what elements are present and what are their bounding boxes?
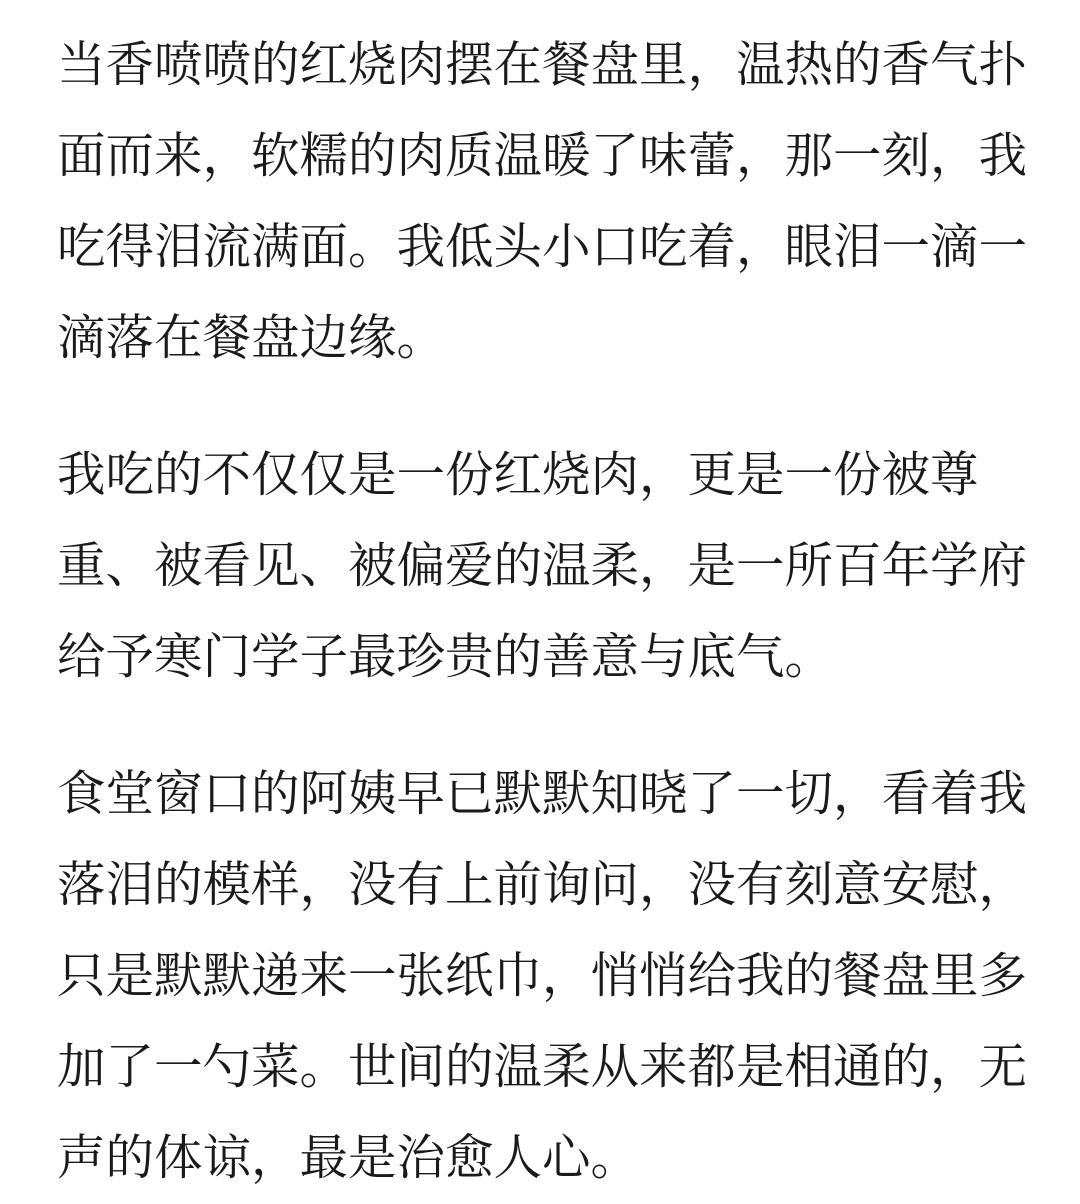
text-line: 重、被看见、被偏爱的温柔，是一所百年学府 — [57, 538, 1028, 594]
text-line: 滴落在餐盘边缘。 — [57, 310, 446, 366]
text-line: 给予寒门学子最珍贵的善意与底气。 — [57, 629, 834, 685]
text-line: 声的体谅，最是治愈人心。 — [57, 1130, 640, 1186]
paragraph-3 — [57, 749, 1032, 1204]
text-line: 吃得泪流满面。我低头小口吃着，眼泪一滴一 — [57, 219, 1028, 275]
text-line: 当香喷喷的红烧肉摆在餐盘里，温热的香气扑 — [57, 37, 1028, 93]
text-line: 只是默默递来一张纸巾，悄悄给我的餐盘里多 — [57, 948, 1028, 1004]
article-body — [57, 0, 1032, 1204]
text-line: 我吃的不仅仅是一份红烧肉，更是一份被尊 — [57, 447, 979, 503]
paragraph-2 — [57, 430, 1032, 703]
text-line: 食堂窗口的阿姨早已默默知晓了一切，看着我 — [57, 766, 1028, 822]
text-line: 加了一勺菜。世间的温柔从来都是相通的，无 — [57, 1039, 1028, 1095]
text-line: 面而来，软糯的肉质温暖了味蕾，那一刻，我 — [57, 128, 1028, 184]
text-line: 落泪的模样，没有上前询问，没有刻意安慰， — [57, 857, 1028, 913]
paragraph-1 — [57, 20, 1032, 384]
